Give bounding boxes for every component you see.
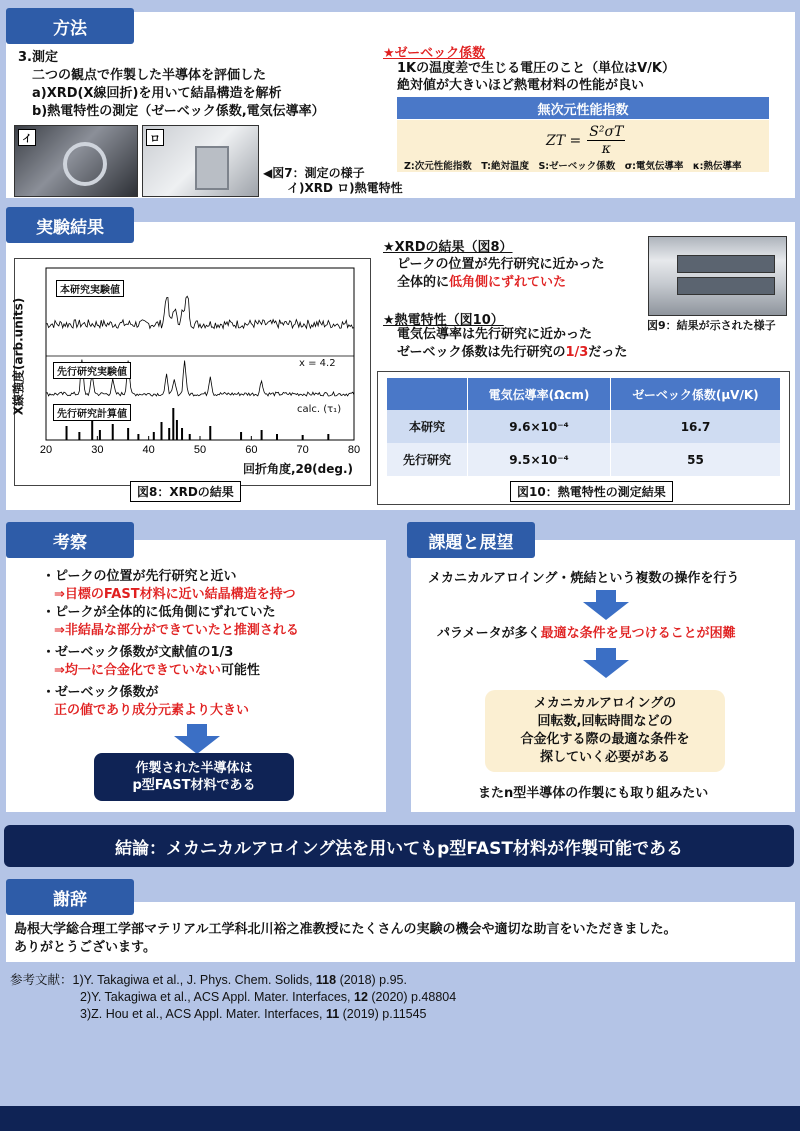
table-cell: 55 bbox=[611, 443, 781, 476]
x-tick-label: 40 bbox=[142, 444, 155, 456]
photo-b-tag: ロ bbox=[146, 129, 164, 146]
te-result-line2a: ゼーベック係数は先行研究の bbox=[397, 345, 566, 360]
future-box-line2: 回転数,回転時間などの bbox=[537, 714, 673, 729]
zt-title-bar bbox=[397, 97, 769, 119]
zt-title: 無次元性能指数 bbox=[537, 102, 629, 118]
zt-lhs: ZT = bbox=[546, 132, 582, 149]
thermo-device-shape bbox=[195, 146, 229, 190]
arrow-shape bbox=[583, 648, 629, 678]
fig10-caption: 図10：熱電特性の測定結果 bbox=[510, 481, 673, 502]
conclusion-text: 結論：メカニカルアロイング法を用いてもp型FAST材料が作製可能である bbox=[115, 838, 683, 859]
xrd-xlabel: 回折角度,2θ(deg.) bbox=[243, 462, 353, 476]
te-result-line2b: 1/3 bbox=[565, 345, 589, 360]
x-tick-label: 60 bbox=[245, 444, 258, 456]
x-tick-label: 50 bbox=[193, 444, 207, 456]
disc-item3a-red: ⇒均一に合金化できていない bbox=[54, 663, 221, 678]
zt-legend: Z:次元性能指数 T:絶対温度 S:ゼーベック係数 σ:電気伝導率 κ:熱伝導率 bbox=[404, 161, 742, 172]
reference-3 bbox=[10, 1006, 456, 1023]
table-row bbox=[387, 443, 780, 476]
future-box-line1: メカニカルアロイングの bbox=[533, 696, 677, 711]
zt-denominator: κ bbox=[601, 141, 611, 157]
ref3-c: (2019) p.11545 bbox=[339, 1007, 427, 1021]
future-line2a: パラメータが多く bbox=[437, 626, 541, 641]
seebeck-label bbox=[383, 42, 485, 61]
xrd-result-line1: ピークの位置が先行研究に近かった bbox=[397, 257, 605, 272]
method-line2: a)XRD(X線回折)を用いて結晶構造を解析 bbox=[32, 86, 282, 101]
future-down-arrow-1 bbox=[583, 590, 629, 620]
disc-item4: ・ゼーベック係数が bbox=[42, 685, 159, 700]
series2-note: x = 4.2 bbox=[299, 358, 336, 369]
future-line3: またn型半導体の作製にも取り組みたい bbox=[478, 786, 709, 801]
table-cell: 9.6×10⁻⁴ bbox=[468, 410, 611, 443]
future-box-line3: 合金化する際の最適な条件を bbox=[520, 732, 690, 747]
series-line-research bbox=[46, 296, 354, 328]
fig9-photo bbox=[648, 236, 787, 316]
arrow-shape bbox=[583, 590, 629, 620]
reference-1 bbox=[10, 972, 456, 989]
ack-line2: ありがとうございます。 bbox=[14, 940, 156, 955]
seebeck-line2: 絶対値が大きいほど熱電材料の性能が良い bbox=[397, 78, 645, 93]
future-line1: メカニカルアロイング・焼結という複数の操作を行う bbox=[428, 571, 740, 586]
method-title: 方法 bbox=[6, 8, 134, 44]
te-result-head: ★熱電特性（図10） bbox=[383, 313, 504, 328]
series3-note: calc. (τ₁) bbox=[297, 404, 342, 415]
discussion-down-arrow bbox=[174, 724, 220, 754]
disc-item3a bbox=[54, 663, 260, 679]
table-cell: 先行研究 bbox=[402, 453, 451, 467]
disc-item2a: ⇒非結晶な部分ができていたと推測される bbox=[54, 623, 299, 638]
zt-fraction bbox=[587, 124, 625, 157]
x-tick-label: 70 bbox=[296, 444, 309, 456]
xrd-result-line2a: 全体的に bbox=[397, 275, 450, 290]
x-tick-label: 30 bbox=[91, 444, 104, 456]
method-section: 3.測定 bbox=[18, 50, 58, 65]
future-line2 bbox=[437, 626, 736, 642]
table-header-blank bbox=[387, 378, 468, 410]
xrd-result-line2b: 低角側にずれていた bbox=[449, 275, 567, 290]
reference-2 bbox=[10, 989, 456, 1006]
table-row bbox=[387, 410, 780, 443]
disc-item3a-rest: 可能性 bbox=[220, 663, 260, 678]
disc-item4a: 正の値であり成分元素より大きい bbox=[54, 703, 250, 718]
xrd-result-head: ★XRDの結果（図8） bbox=[383, 240, 513, 255]
series1-label: 本研究実験値 bbox=[56, 280, 124, 297]
fig7-caption2: イ)XRD ロ)熱電特性 bbox=[287, 181, 403, 195]
future-box-line4: 探していく必要がある bbox=[539, 750, 670, 765]
table-cell: 本研究 bbox=[408, 420, 445, 434]
fig8-caption: 図8：XRDの結果 bbox=[130, 481, 241, 502]
zt-formula bbox=[546, 124, 625, 157]
ref2-vol: 12 bbox=[354, 990, 368, 1004]
references-label: 参考文献： bbox=[10, 973, 73, 987]
series2-label: 先行研究実験値 bbox=[53, 362, 131, 379]
te-result-line2 bbox=[397, 345, 627, 361]
results-title: 実験結果 bbox=[6, 207, 134, 243]
fig9-caption: 図9：結果が示された様子 bbox=[647, 319, 776, 332]
ref2-a: 2)Y. Takagiwa et al., ACS Appl. Mater. Interfaces, bbox=[80, 990, 354, 1004]
table-cell: 16.7 bbox=[611, 410, 781, 443]
ref1-c: (2018) p.95. bbox=[336, 973, 407, 987]
photo-a-tag: イ bbox=[18, 129, 36, 146]
seebeck-line1: 1Kの温度差で生じる電圧のこと（単位はV/K） bbox=[397, 61, 676, 76]
xrd-device-shape bbox=[63, 142, 107, 186]
discussion-conclusion-box bbox=[94, 753, 294, 801]
table-header-conductivity: 電気伝導率(Ωcm) bbox=[468, 378, 611, 410]
fig9-instrument-2 bbox=[677, 277, 775, 295]
thermo-photo bbox=[142, 125, 259, 197]
method-line1: 二つの観点で作製した半導体を評価した bbox=[32, 68, 267, 83]
discussion-title: 考察 bbox=[6, 522, 134, 558]
x-tick-label: 80 bbox=[347, 444, 361, 456]
table-cell: 9.5×10⁻⁴ bbox=[468, 443, 611, 476]
disc-box-line1: 作製された半導体は bbox=[135, 761, 253, 776]
ref1-a: 1)Y. Takagiwa et al., J. Phys. Chem. Solids, bbox=[72, 973, 316, 987]
future-down-arrow-2 bbox=[583, 648, 629, 678]
future-title: 課題と展望 bbox=[407, 522, 535, 558]
ack-title: 謝辞 bbox=[6, 879, 134, 915]
future-line2b: 最適な条件を見つけることが困難 bbox=[540, 626, 736, 641]
ref1-vol: 118 bbox=[315, 973, 337, 987]
disc-box-line2: p型FAST材料である bbox=[132, 778, 256, 793]
fig9-instrument-1 bbox=[677, 255, 775, 273]
table-header-row bbox=[387, 378, 780, 410]
disc-item2: ・ピークが全体的に低角側にずれていた bbox=[42, 605, 276, 620]
references bbox=[10, 972, 456, 1023]
results-table bbox=[387, 378, 780, 476]
ref3-a: 3)Z. Hou et al., ACS Appl. Mater. Interfaces, bbox=[80, 1007, 326, 1021]
zt-numerator: S²σT bbox=[589, 124, 624, 140]
x-tick-label: 20 bbox=[39, 444, 53, 456]
series3-label: 先行研究計算値 bbox=[53, 404, 131, 421]
method-line3: b)熱電特性の測定（ゼーベック係数,電気伝導率） bbox=[32, 104, 325, 119]
table-header-seebeck: ゼーベック係数(μV/K) bbox=[611, 378, 781, 410]
xrd-photo bbox=[14, 125, 138, 197]
xrd-ylabel: X線強度(arb.units) bbox=[11, 297, 26, 416]
te-result-line2c: だった bbox=[588, 345, 628, 360]
future-box bbox=[485, 690, 725, 772]
disc-item3: ・ゼーベック係数が文献値の1/3 bbox=[42, 645, 234, 660]
disc-item1a: ⇒目標のFAST材料に近い結晶構造を持つ bbox=[54, 587, 296, 602]
arrow-shape bbox=[174, 724, 220, 754]
te-result-line1: 電気伝導率は先行研究に近かった bbox=[397, 327, 593, 342]
footer-bar bbox=[0, 1106, 800, 1131]
ack-line1: 島根大学総合理工学部マテリアル工学科北川裕之准教授にたくさんの実験の機会や適切な助言をいただきました。 bbox=[14, 922, 677, 937]
ref3-vol: 11 bbox=[325, 1007, 340, 1021]
ref2-c: (2020) p.48804 bbox=[367, 990, 457, 1004]
conclusion-banner bbox=[4, 825, 794, 867]
fig7-caption1: ◀図7：測定の様子 bbox=[263, 166, 365, 180]
seebeck-label-text: ★ゼーベック係数 bbox=[383, 46, 486, 61]
xrd-result-line2 bbox=[397, 275, 566, 291]
disc-item1: ・ピークの位置が先行研究と近い bbox=[42, 569, 237, 584]
